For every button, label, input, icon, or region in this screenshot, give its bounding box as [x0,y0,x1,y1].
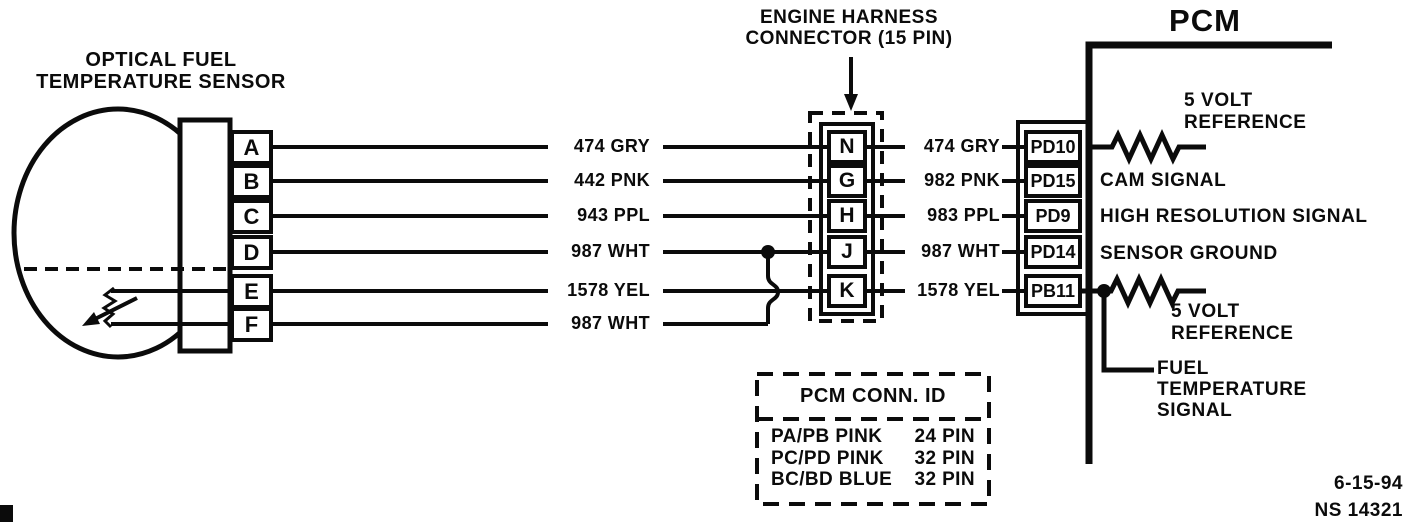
five-volt-ref-top-label: 5 VOLT REFERENCE [1184,90,1307,133]
conn-id-row-bcbd: BC/BD BLUE 32 PIN [771,469,975,490]
cam-signal-label: CAM SIGNAL [1100,170,1227,191]
harness-pin-g: G [827,164,867,198]
wire-label-right-987wht: 987 WHT [921,241,1000,261]
harness-pin-n: N [827,130,867,164]
splice-junction-dot [761,245,775,259]
wire-label-right-983ppl: 983 PPL [927,205,1000,225]
page-corner-mark [0,505,13,522]
figure-footer [1303,470,1403,522]
wire-label-442pnk: 442 PNK [574,170,650,190]
conn-id-row-papb: PA/PB PINK 24 PIN [771,426,975,447]
conn-id-table [771,426,975,491]
wire-label-right-982pnk: 982 PNK [924,170,1000,190]
figure-number: NS 14321 [1314,500,1403,521]
wire-label-right-1578yel: 1578 YEL [917,280,1000,300]
sensor-pin-b: B [230,164,273,199]
sensor-title [28,49,294,93]
pb11-junction-dot [1097,284,1111,298]
conn-id-title: PCM CONN. ID [800,385,946,407]
sensor-pin-c: C [230,199,273,234]
wire-label-474gry: 474 GRY [573,136,650,156]
sensor-connector-body [180,120,230,351]
sensor-pin-d: D [230,235,273,270]
sensor-title-line2: TEMPERATURE SENSOR [36,71,286,93]
harness-pointer-arrowhead [844,94,858,111]
harness-label-line1: ENGINE HARNESS [759,7,939,28]
harness-label [718,7,980,49]
wire-splice-hop [768,252,778,324]
sensor-pin-a: A [230,130,273,165]
harness-label-line2: CONNECTOR (15 PIN) [745,28,953,49]
conn-id-row-pcpd: PC/PD PINK 32 PIN [771,447,975,469]
high-resolution-signal-label: HIGH RESOLUTION SIGNAL [1100,206,1368,227]
wire-label-943ppl: 943 PPL [577,205,650,225]
sensor-title-line1: OPTICAL FUEL [85,49,237,71]
harness-pin-k: K [827,274,867,308]
pcm-pin-pb11: PB11 [1024,274,1082,308]
pcm-title: PCM [1169,3,1241,38]
five-volt-ref-bottom-label: 5 VOLT REFERENCE [1171,301,1294,344]
figure-date: 6-15-94 [1334,473,1403,494]
fuel-temp-tap-wire [1104,296,1154,370]
wire-label-987wht-f: 987 WHT [571,313,650,333]
pcm-pin-pd9: PD9 [1024,199,1082,233]
pcm-pin-pd10: PD10 [1024,130,1082,164]
wire-label-1578yel: 1578 YEL [567,280,650,300]
harness-pin-h: H [827,199,867,233]
wire-label-987wht-d: 987 WHT [571,241,650,261]
pd10-resistor [1092,135,1206,159]
harness-pin-j: J [827,235,867,269]
sensor-ground-label: SENSOR GROUND [1100,243,1278,264]
sensor-pin-e: E [230,274,273,309]
pcm-pin-pd15: PD15 [1024,164,1082,198]
pcm-pin-pd14: PD14 [1024,235,1082,269]
sensor-pin-f: F [230,307,273,342]
wire-label-right-474gry: 474 GRY [923,136,1000,156]
fuel-temperature-signal-label: FUEL TEMPERATURE SIGNAL [1157,358,1307,421]
